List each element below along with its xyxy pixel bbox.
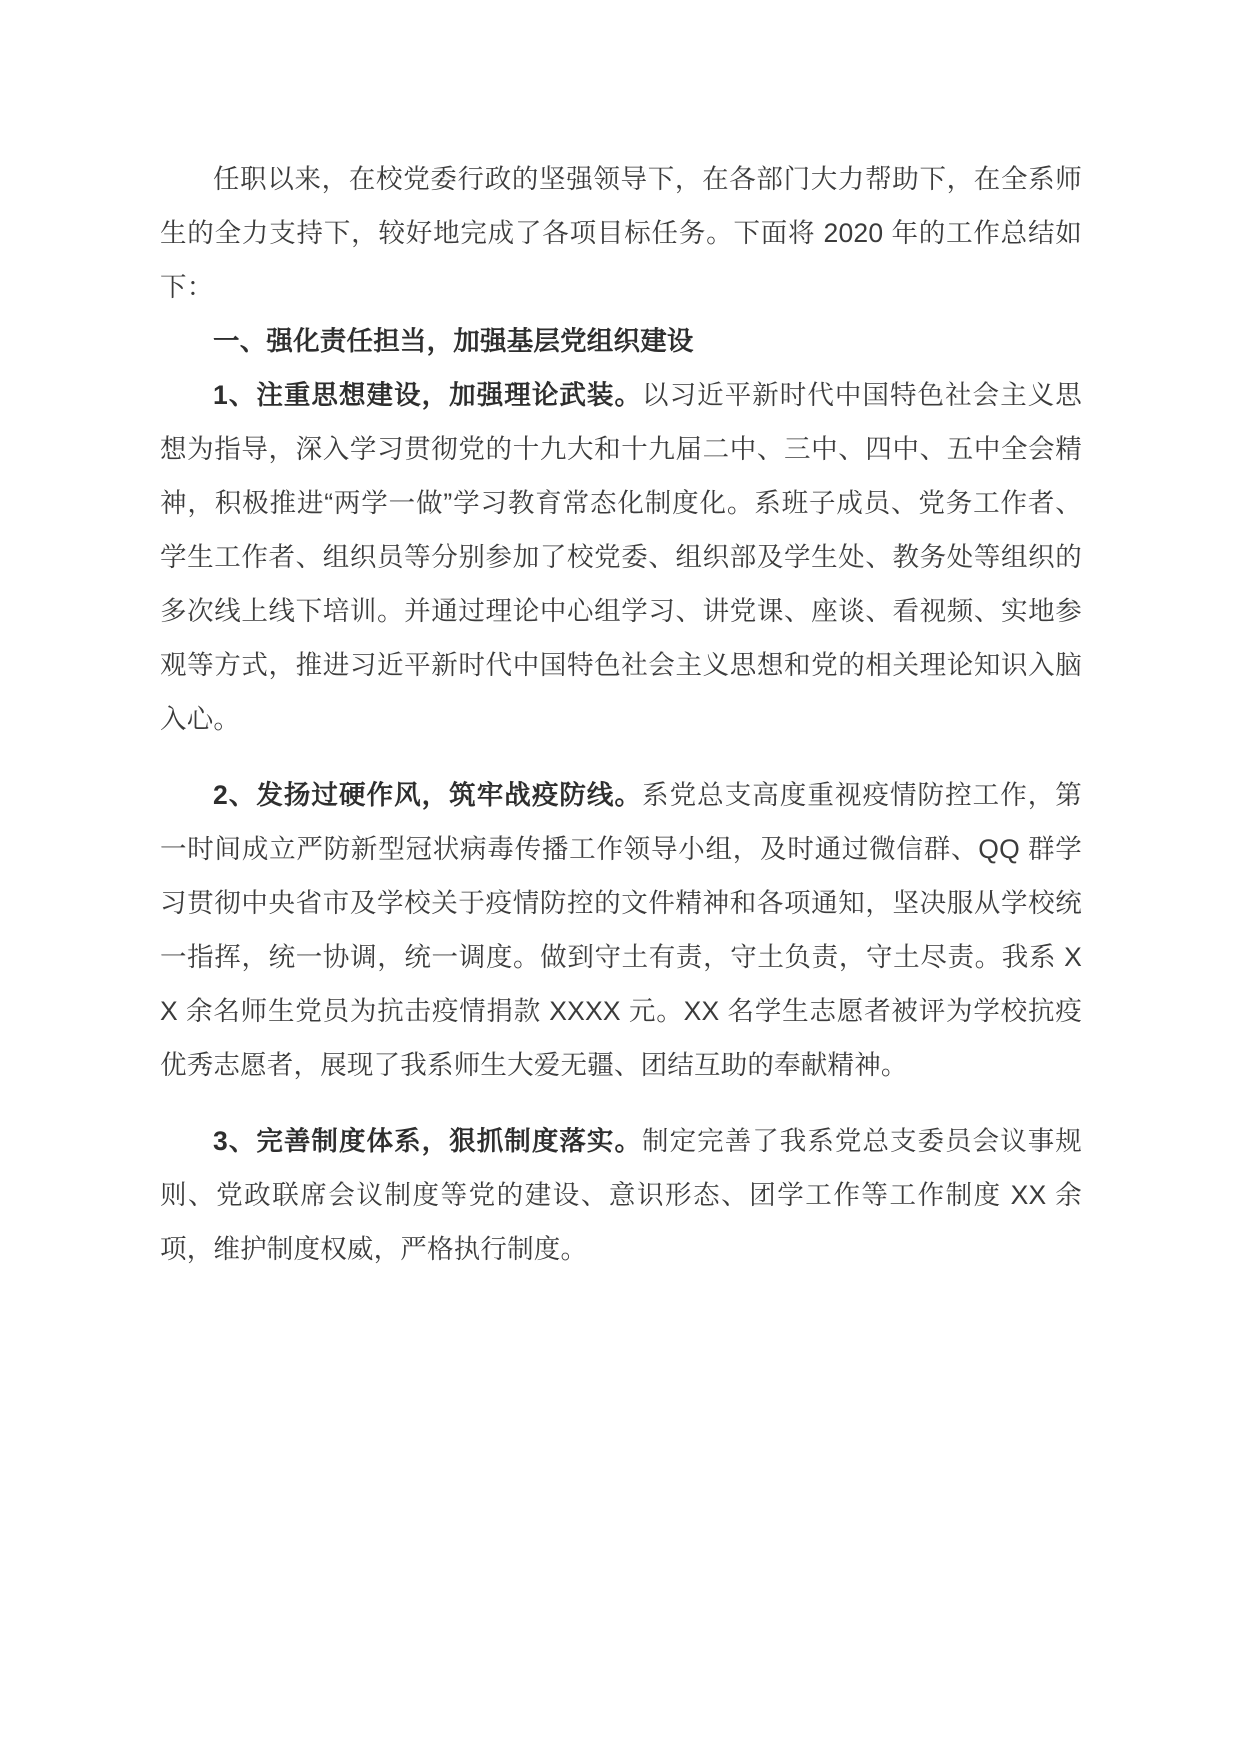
intro-paragraph: 任职以来，在校党委行政的坚强领导下，在各部门大力帮助下，在全系师生的全力支持下，较好地完成了各项目标任务。下面将 2020 年的工作总结如下： [160, 164, 1082, 302]
item-2-lead: 2、发扬过硬作风，筑牢战疫防线。 [213, 780, 643, 810]
item-3-body: 制定完善了我系党总支委员会议事规则、党政联席会议制度等党的建设、意识形态、团学工作等工作制度 XX 余项，维护制度权威，严格执行制度。 [160, 1126, 1082, 1264]
item-1-body: 以习近平新时代中国特色社会主义思想为指导，深入学习贯彻党的十九大和十九届二中、三中、四中、五中全会精神，积极推进“两学一做”学习教育常态化制度化。系班子成员、党务工作者、学生工作者、组织员等分别参加了校党委、组织部及学生处、教务处等组织的多次线上线下培训。并通过理论中心组学习、讲党课、座谈、看视频、实地参观等方式，推进习近平新时代中国特色社会主义思想和党的相关理论知识入脑入心。 [160, 380, 1082, 734]
item-3-paragraph [160, 1114, 1082, 1276]
item-2-body: 系党总支高度重视疫情防控工作，第一时间成立严防新型冠状病毒传播工作领导小组，及时通过微信群、QQ 群学习贯彻中央省市及学校关于疫情防控的文件精神和各项通知，坚决服从学校统一指挥，统一协调，统一调度。做到守土有责，守土负责，守土尽责。我系 XX 余名师生党员为抗击疫情捐款 XXXX 元。XX 名学生志愿者被评为学校抗疫优秀志愿者，展现了我系师生大爱无疆、团结互助的奉献精神。 [160, 780, 1082, 1080]
item-2-paragraph [160, 768, 1082, 1092]
section-one-heading: 一、强化责任担当，加强基层党组织建设 [213, 326, 694, 356]
document-body [160, 152, 1082, 1276]
spacer [160, 1092, 1082, 1114]
spacer [160, 746, 1082, 768]
item-1-lead: 1、注重思想建设，加强理论武装。 [213, 380, 643, 410]
item-1-paragraph [160, 368, 1082, 746]
item-3-lead: 3、完善制度体系，狠抓制度落实。 [213, 1126, 643, 1156]
